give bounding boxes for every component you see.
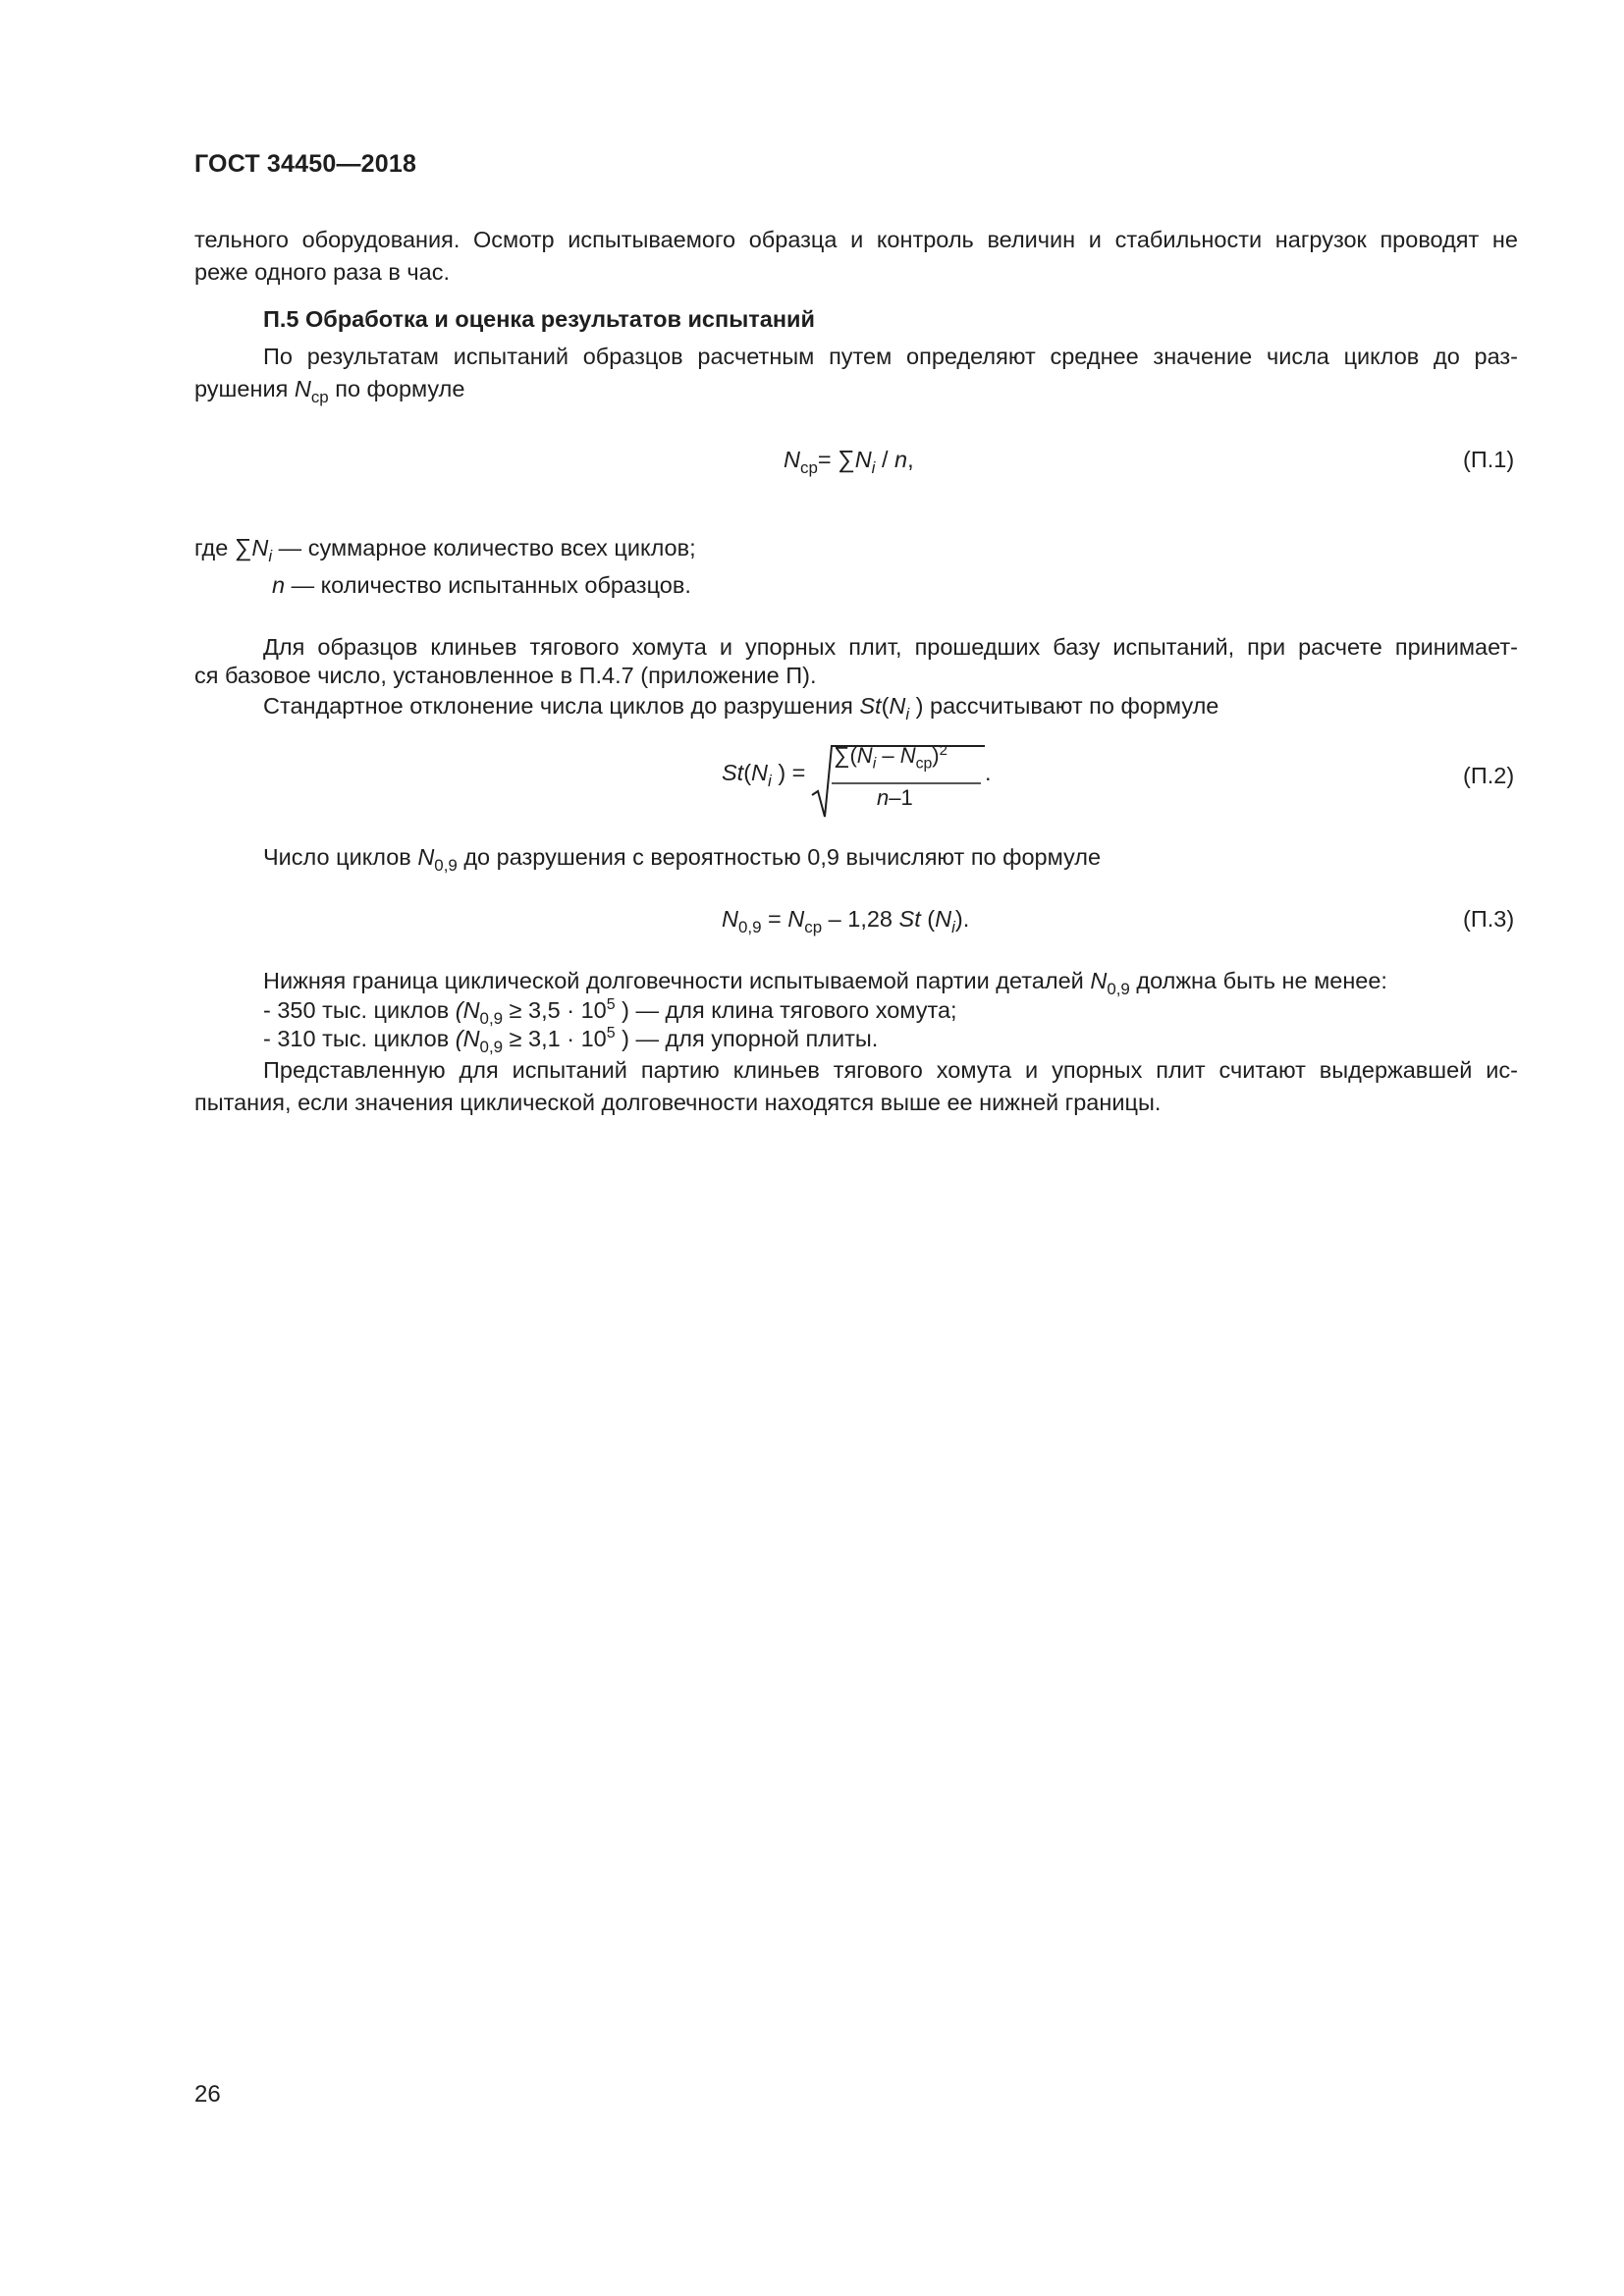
paragraph-line: Число циклов $N_{0,9}$ до разрушения с вероятностью 0,9 вычисляют по формуле xyxy=(263,844,1102,875)
fraction-denominator: n–1 xyxy=(877,785,913,810)
formula-dot: . xyxy=(985,760,992,785)
fraction-numerator: $\sum(N_i - N_{ср})^2$ xyxy=(834,741,947,773)
where-item: n — количество испытанных образцов. xyxy=(272,572,691,598)
equation-number: (П.1) xyxy=(1463,447,1515,472)
paragraph-line: пытания, если значения циклической долговечности находятся выше ее нижней границы. xyxy=(194,1090,1162,1115)
paragraph-line: Нижняя граница циклической долговечности испытываемой партии деталей $N_{0,9}$ должна быть не менее: xyxy=(263,968,1387,998)
paragraph-line: тельного оборудования. Осмотр испытываемого образца и контроль величин и стабильности нагрузок проводят не xyxy=(194,227,1518,252)
formula-lhs: $St(N_i$ ) = xyxy=(722,760,806,790)
formula-p1: $N_{ср}= \sum N_i / n$, xyxy=(784,447,914,477)
where-item: где $\sum N_i$ — суммарное количество всех циклов; xyxy=(194,535,696,565)
paragraph-line: ся базовое число, установленное в П.4.7 (приложение П). xyxy=(194,663,817,688)
paragraph-line: По результатам испытаний образцов расчетным путем определяют среднее значение числа циклов до раз- xyxy=(263,344,1518,369)
document-header: ГОСТ 34450—2018 xyxy=(194,150,417,178)
paragraph-line: Стандартное отклонение числа циклов до разрушения $St(N_i$ ) рассчитывают по формуле xyxy=(263,693,1219,723)
formula-p3: $N_{0,9} = N_{ср} - 1,28$ St $(N_i)$. xyxy=(722,906,970,936)
paragraph-line: Представленную для испытаний партию клиньев тягового хомута и упорных плит считают выдержавшей ис- xyxy=(263,1057,1518,1083)
paragraph-line: реже одного раза в час. xyxy=(194,259,451,285)
section-title: П.5 Обработка и оценка результатов испытаний xyxy=(263,306,815,332)
list-item: - 310 тыс. циклов ($N_{0,9} \ge 3,1 \cdot 10^5$ ) — для упорной плиты. xyxy=(263,1025,879,1056)
list-item: - 350 тыс. циклов ($N_{0,9} \ge 3,5 \cdot 10^5$ ) — для клина тягового хомута; xyxy=(263,996,957,1028)
paragraph-line: Для образцов клиньев тягового хомута и упорных плит, прошедших базу испытаний, при расчете принимает- xyxy=(263,634,1518,660)
page-number: 26 xyxy=(194,2081,221,2108)
equation-number: (П.3) xyxy=(1463,906,1515,932)
paragraph-line: рушения $N_{ср}$ по формуле xyxy=(194,376,465,406)
equation-number: (П.2) xyxy=(1463,763,1515,788)
